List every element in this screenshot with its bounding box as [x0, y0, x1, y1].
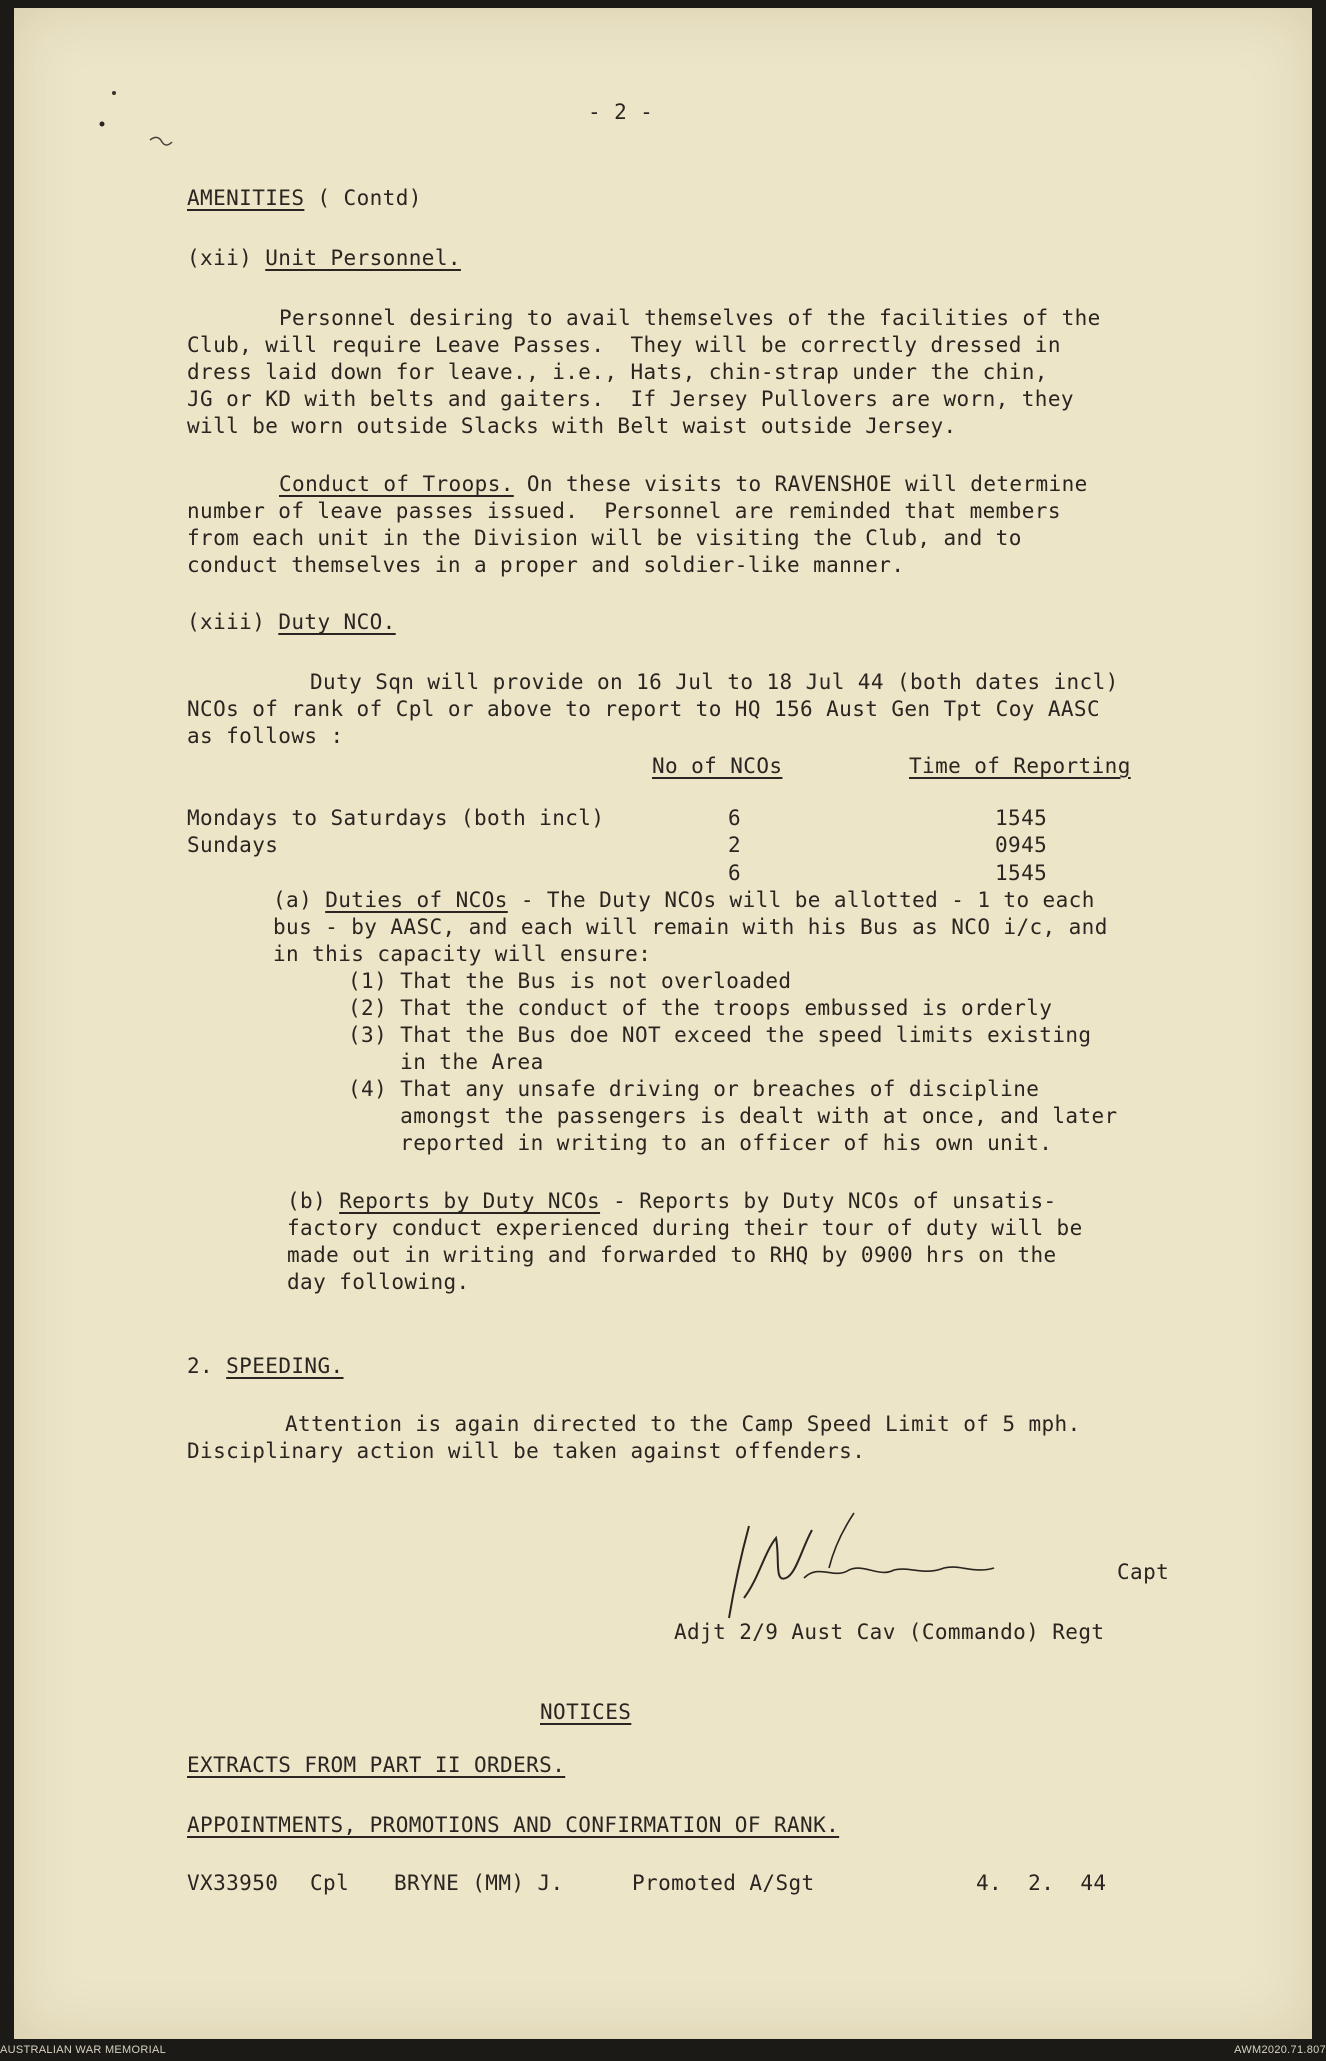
table-row-count: 6	[728, 806, 742, 830]
subsection-title: Unit Personnel.	[265, 246, 461, 270]
page-number: - 2 -	[588, 100, 654, 124]
conduct-text: On these visits to RAVENSHOE will determine	[513, 472, 1088, 496]
appointments-heading: APPOINTMENTS, PROMOTIONS AND CONFIRMATION OF RANK.	[187, 1813, 840, 1837]
list-item: (4) That any unsafe driving or breaches of discipline	[348, 1077, 1040, 1101]
entry-number: VX33950	[187, 1871, 279, 1895]
text-line: Attention is again directed to the Camp Speed Limit of 5 mph.	[285, 1412, 1081, 1436]
clause-a-label: (a)	[273, 888, 313, 912]
text-line: will be worn outside Slacks with Belt waist outside Jersey.	[187, 414, 957, 438]
text-line: conduct themselves in a proper and soldier-like manner.	[187, 553, 905, 577]
clause-b-text: - Reports by Duty NCOs of unsatis-	[600, 1189, 1057, 1213]
heading-suffix: ( Contd)	[304, 186, 422, 210]
clause-b-label: (b)	[287, 1189, 327, 1213]
text-line: NCOs of rank of Cpl or above to report to HQ 156 Aust Gen Tpt Coy AASC	[187, 697, 1101, 721]
subsection-xii	[187, 248, 461, 269]
signature-appointment: Adjt 2/9 Aust Cav (Commando) Regt	[674, 1620, 1105, 1644]
clause-b-line	[287, 1191, 1057, 1212]
text-line: Personnel desiring to avail themselves of the facilities of the	[279, 306, 1101, 330]
signature-rank: Capt	[1117, 1560, 1170, 1584]
table-row-count: 2	[728, 833, 742, 857]
clause-a-title: Duties of NCOs	[325, 888, 508, 912]
table-header-count: No of NCOs	[652, 754, 783, 778]
text-line: made out in writing and forwarded to RHQ by 0900 hrs on the	[287, 1243, 1057, 1267]
footer-credit: AUSTRALIAN WAR MEMORIAL	[0, 2044, 167, 2056]
text-line: day following.	[287, 1270, 470, 1294]
table-row-day: Mondays to Saturdays (both incl)	[187, 806, 605, 830]
speeding-number: 2.	[187, 1354, 214, 1378]
list-item: in the Area	[348, 1050, 544, 1074]
conduct-label: Conduct of Troops.	[279, 472, 514, 496]
text-line: Disciplinary action will be taken against offenders.	[187, 1439, 866, 1463]
text-line: dress laid down for leave., i.e., Hats, chin-strap under the chin,	[187, 360, 1048, 384]
speeding-heading	[187, 1356, 344, 1377]
entry-date: 4. 2. 44	[976, 1871, 1107, 1895]
list-item: amongst the passengers is dealt with at once, and later	[348, 1104, 1118, 1128]
text-line: number of leave passes issued. Personnel are reminded that members	[187, 499, 1061, 523]
ink-marks	[94, 88, 174, 158]
text-line: JG or KD with belts and gaiters. If Jersey Pullovers are worn, they	[187, 387, 1074, 411]
text-line: Duty Sqn will provide on 16 Jul to 18 Jul 44 (both dates incl)	[310, 670, 1119, 694]
text-line: as follows :	[187, 724, 344, 748]
table-header-time: Time of Reporting	[909, 754, 1131, 778]
clause-b-title: Reports by Duty NCOs	[339, 1189, 601, 1213]
text-line: from each unit in the Division will be visiting the Club, and to	[187, 526, 1022, 550]
subsection-number: (xiii)	[187, 610, 266, 634]
table-row-time: 1545	[995, 806, 1048, 830]
entry-name: BRYNE (MM) J.	[394, 1871, 564, 1895]
text-line: factory conduct experienced during their tour of duty will be	[287, 1216, 1083, 1240]
text-line: bus - by AASC, and each will remain with his Bus as NCO i/c, and	[273, 915, 1108, 939]
text-line: in this capacity will ensure:	[273, 942, 652, 966]
speeding-title: SPEEDING.	[226, 1354, 344, 1378]
table-row-day: Sundays	[187, 833, 279, 857]
notices-title: NOTICES	[540, 1700, 632, 1724]
subsection-title: Duty NCO.	[278, 610, 396, 634]
conduct-line	[279, 474, 1088, 495]
list-item: (3) That the Bus doe NOT exceed the speed limits existing	[348, 1023, 1092, 1047]
table-row-count: 6	[728, 861, 742, 885]
subsection-xiii	[187, 612, 396, 633]
table-row-time: 0945	[995, 833, 1048, 857]
subsection-number: (xii)	[187, 246, 253, 270]
handwritten-signature	[704, 1508, 1034, 1628]
clause-a-text: - The Duty NCOs will be allotted - 1 to each	[507, 888, 1095, 912]
extracts-heading: EXTRACTS FROM PART II ORDERS.	[187, 1753, 566, 1777]
list-item: reported in writing to an officer of his own unit.	[348, 1131, 1053, 1155]
entry-rank: Cpl	[310, 1871, 350, 1895]
document-page	[14, 8, 1312, 2039]
list-item: (1) That the Bus is not overloaded	[348, 969, 792, 993]
entry-action: Promoted A/Sgt	[632, 1871, 815, 1895]
clause-a-line	[273, 890, 1095, 911]
list-item: (2) That the conduct of the troops embussed is orderly	[348, 996, 1053, 1020]
section-heading	[187, 188, 422, 209]
text-line: Club, will require Leave Passes. They will be correctly dressed in	[187, 333, 1061, 357]
footer-reference: AWM2020.71.807	[1234, 2044, 1326, 2056]
heading-main: AMENITIES	[187, 186, 305, 210]
table-row-time: 1545	[995, 861, 1048, 885]
